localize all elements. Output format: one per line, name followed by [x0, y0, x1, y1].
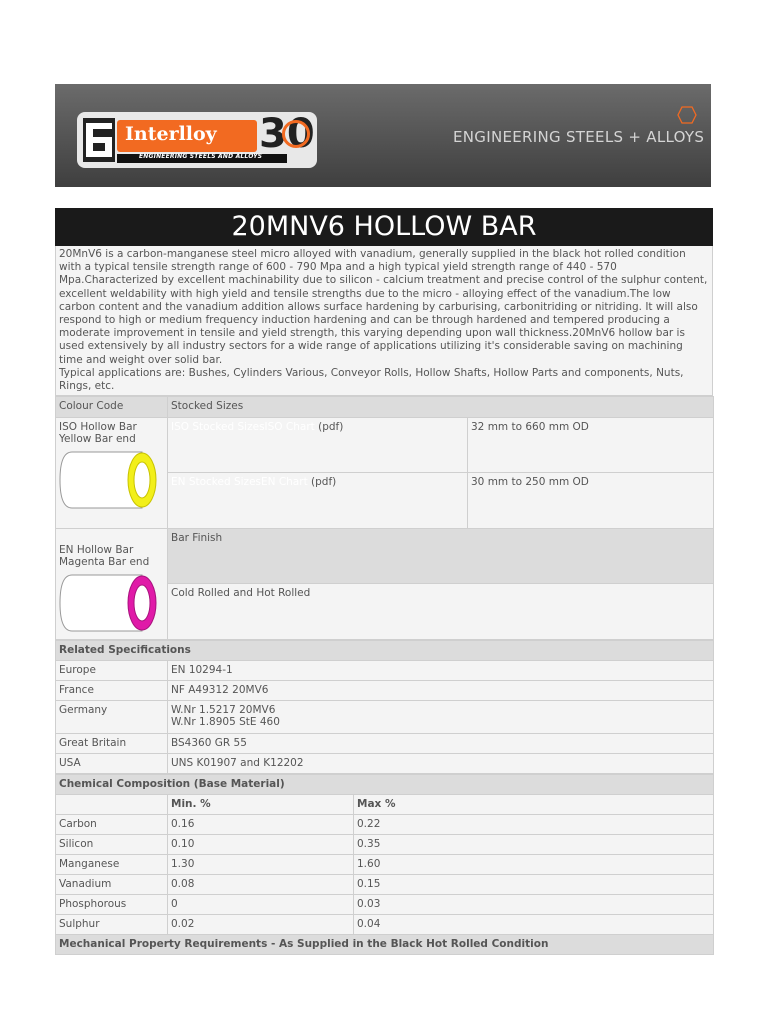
- element-min: 0.10: [168, 835, 354, 855]
- en-chart-link[interactable]: EN Stocked SizesEN Chart: [171, 476, 308, 489]
- intro-section: [55, 246, 713, 396]
- yellow-tube-icon: [59, 449, 161, 511]
- en-colour-cell: [56, 529, 168, 640]
- element-min: 0.02: [168, 915, 354, 935]
- spec-region: USA: [56, 754, 168, 774]
- element-max: 0.04: [354, 915, 714, 935]
- logo-anniversary-number: 30: [259, 111, 315, 157]
- intro-applications: Typical applications are: Bushes, Cylinders Various, Conveyor Rolls, Hollow Shafts, Hollow Parts and components, Nuts, Rings, etc.: [59, 366, 684, 393]
- magenta-tube-icon: [59, 572, 161, 634]
- spec-value: NF A49312 20MV6: [168, 681, 714, 701]
- chemical-header: Chemical Composition (Base Material): [56, 775, 714, 795]
- datasheet: [55, 246, 713, 955]
- related-specs-header: Related Specifications: [56, 641, 714, 661]
- hexagon-icon: [677, 106, 697, 124]
- element-min: 0.08: [168, 875, 354, 895]
- element-name: Phosphorous: [56, 895, 168, 915]
- iso-chart-link[interactable]: ISO Stocked SizesISO Chart: [171, 421, 315, 434]
- colour-code-header: Colour Code: [56, 397, 168, 418]
- element-max: 0.15: [354, 875, 714, 895]
- element-max: 0.35: [354, 835, 714, 855]
- element-max: 0.22: [354, 815, 714, 835]
- logo-name: Interlloy: [125, 123, 217, 145]
- element-name: Sulphur: [56, 915, 168, 935]
- stock-table: [55, 396, 714, 640]
- logo-mark-icon: [83, 118, 115, 162]
- element-min: 1.30: [168, 855, 354, 875]
- element-name: Carbon: [56, 815, 168, 835]
- en-pdf-label: (pdf): [307, 476, 337, 489]
- iso-range: 32 mm to 660 mm OD: [468, 418, 714, 473]
- en-chart-cell: [168, 473, 468, 529]
- element-max: 0.03: [354, 895, 714, 915]
- en-range: 30 mm to 250 mm OD: [468, 473, 714, 529]
- spec-region: France: [56, 681, 168, 701]
- spec-value: W.Nr 1.5217 20MV6 W.Nr 1.8905 StE 460: [168, 701, 714, 734]
- chemical-blank-header: [56, 795, 168, 815]
- intro-description: 20MnV6 is a carbon-manganese steel micro alloyed with vanadium, generally supplied in the black hot rolled condition with a typical tensile strength range of 600 - 790 Mpa and a high typical yield strength range of 440 - 570 Mpa.Characterized by excellent machinability due to silicon - calcium treatment and precise control of the sulphur content, excellent weldability with high yield and tensile strengths due to the micro - alloying effect of the vanadium.The low carbon content and the vanadium addition allows surface hardening by carburising, carbonitriding or nitriding. It will also respond to high or medium frequency induction hardening and can be through hardened and tempered producing a moderate improvement in tensile and yield strength, this varying depending upon wall thickness.20MnV6 hollow bar is used extensively by all industry sectors for a wide range of applications utilizing it's considerable saving on machining time and weight over solid bar.: [59, 248, 708, 366]
- max-column-header: Max %: [354, 795, 714, 815]
- related-specs-table: [55, 640, 714, 774]
- spec-value: UNS K01907 and K12202: [168, 754, 714, 774]
- bar-finish-value: Cold Rolled and Hot Rolled: [168, 584, 714, 640]
- iso-label: ISO Hollow Bar Yellow Bar end: [59, 421, 137, 446]
- spec-region: Europe: [56, 661, 168, 681]
- spec-value: EN 10294-1: [168, 661, 714, 681]
- spec-region: Germany: [56, 701, 168, 734]
- element-max: 1.60: [354, 855, 714, 875]
- chemical-composition-table: [55, 774, 714, 955]
- bar-finish-header: Bar Finish: [168, 529, 714, 584]
- spec-region: Great Britain: [56, 734, 168, 754]
- company-logo[interactable]: [77, 112, 317, 168]
- header-banner: [55, 84, 711, 187]
- element-min: 0.16: [168, 815, 354, 835]
- iso-colour-cell: [56, 418, 168, 529]
- page-title: 20MNV6 HOLLOW BAR: [55, 208, 713, 246]
- iso-chart-cell: [168, 418, 468, 473]
- logo-ring-icon: [282, 120, 310, 148]
- element-name: Silicon: [56, 835, 168, 855]
- stocked-sizes-header: Stocked Sizes: [168, 397, 714, 418]
- iso-pdf-label: (pdf): [314, 421, 344, 434]
- mechanical-header: Mechanical Property Requirements - As Supplied in the Black Hot Rolled Condition: [56, 935, 714, 955]
- logo-subtitle: ENGINEERING STEELS AND ALLOYS: [139, 153, 263, 160]
- header-tagline: ENGINEERING STEELS + ALLOYS: [453, 128, 705, 146]
- element-name: Manganese: [56, 855, 168, 875]
- min-column-header: Min. %: [168, 795, 354, 815]
- en-label: EN Hollow Bar Magenta Bar end: [59, 544, 150, 569]
- element-min: 0: [168, 895, 354, 915]
- spec-value: BS4360 GR 55: [168, 734, 714, 754]
- element-name: Vanadium: [56, 875, 168, 895]
